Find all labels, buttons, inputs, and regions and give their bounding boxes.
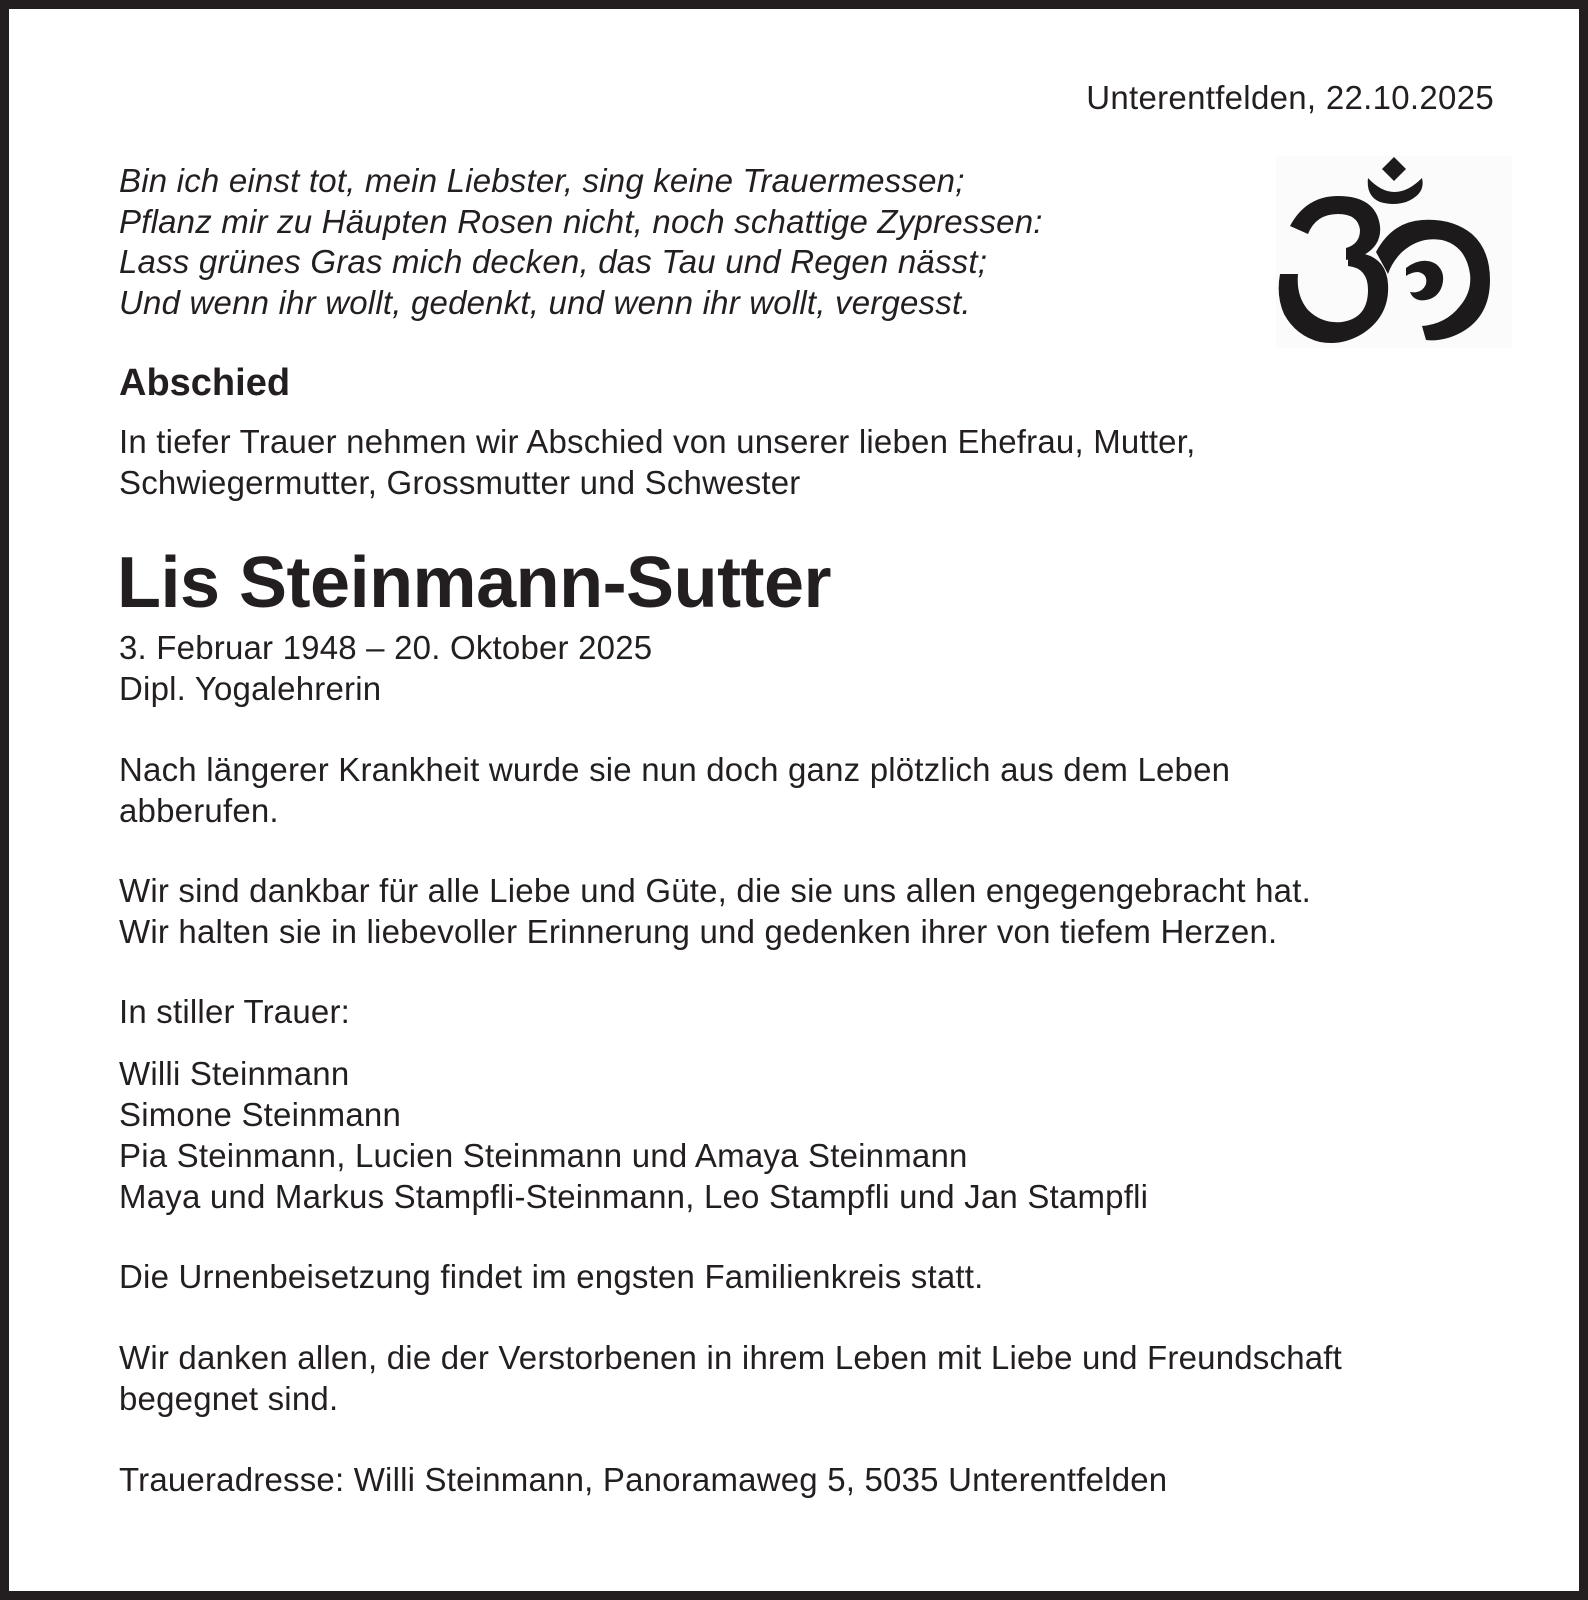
illness-paragraph [119,749,1230,831]
intro-line: In tiefer Trauer nehmen wir Abschied von unserer lieben Ehefrau, Mutter, [119,423,1196,460]
poem-line: Bin ich einst tot, mein Liebster, sing keine Trauermessen; [119,162,965,199]
mourner: Simone Steinmann [119,1096,402,1133]
mourner: Willi Steinmann [119,1055,350,1092]
mourner: Maya und Markus Stampfli-Steinmann, Leo Stampfli und Jan Stampfli [119,1178,1149,1215]
mourning-address: Traueradresse: Willi Steinmann, Panoramaweg 5, 5035 Unterentfelden [119,1461,1168,1498]
paragraph-line: Wir danken allen, die der Verstorbenen in ihrem Leben mit Liebe und Freundschaft [119,1339,1343,1376]
thanks-paragraph [119,1337,1342,1419]
paragraph-line: Wir sind dankbar für alle Liebe und Güte, die sie uns allen engegengebracht hat. [119,872,1311,909]
life-info [119,627,652,709]
funeral-info: Die Urnenbeisetzung findet im engsten Familienkreis statt. [119,1258,984,1295]
paragraph-line: abberufen. [119,792,279,829]
intro-line: Schwiegermutter, Grossmutter und Schwester [119,464,801,501]
gratitude-paragraph [119,870,1311,952]
paragraph-line: Nach längerer Krankheit wurde sie nun doch ganz plötzlich aus dem Leben [119,751,1231,788]
mourners-list [119,1053,1148,1217]
om-symbol-icon [1276,156,1512,348]
paragraph-line: begegnet sind. [119,1380,339,1417]
poem [119,161,1219,323]
poem-line: Pflanz mir zu Häupten Rosen nicht, noch schattige Zypressen: [119,202,1043,240]
profession: Dipl. Yogalehrerin [119,670,382,707]
mourners-label: In stiller Trauer: [119,993,351,1030]
poem-line: Und wenn ihr wollt, gedenkt, und wenn ihr wollt, vergesst. [119,283,971,321]
life-dates: 3. Februar 1948 – 20. Oktober 2025 [119,629,653,666]
place-date: Unterentfelden, 22.10.2025 [1086,79,1494,116]
deceased-name: Lis Steinmann-Sutter [117,543,832,623]
mourner: Pia Steinmann, Lucien Steinmann und Amaya Steinmann [119,1137,968,1174]
heading-abschied: Abschied [119,362,291,404]
poem-line: Lass grünes Gras mich decken, das Tau und Regen nässt; [119,243,988,280]
intro-text [119,421,1195,503]
paragraph-line: Wir halten sie in liebevoller Erinnerung und gedenken ihrer von tiefem Herzen. [119,913,1278,950]
